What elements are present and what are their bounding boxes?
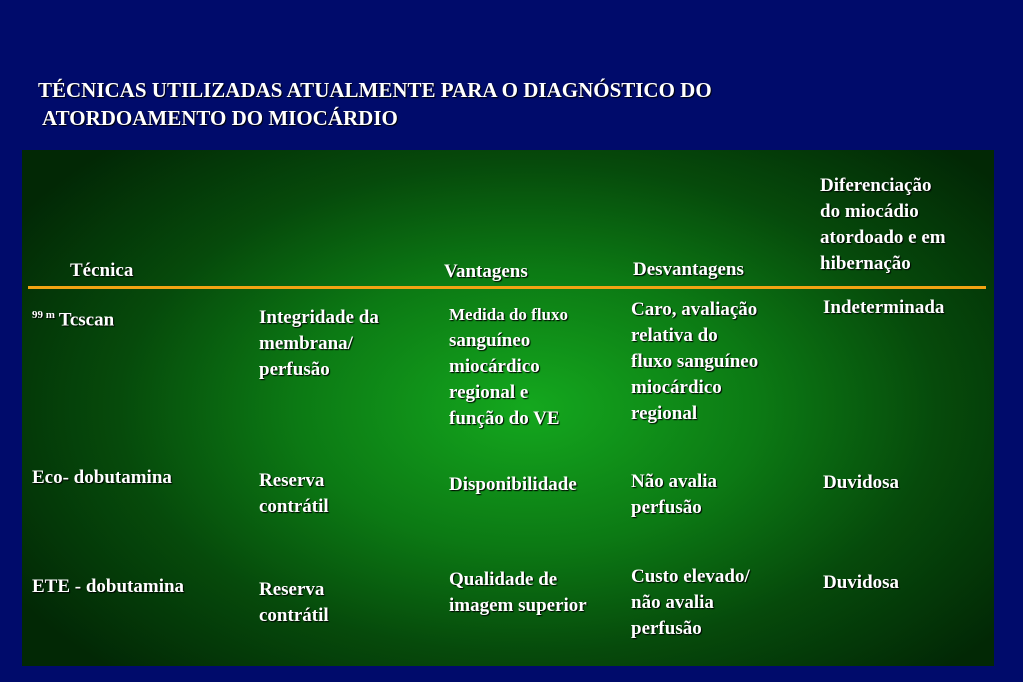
title-line-2: ATORDOAMENTO DO MIOCÁRDIO [42,106,398,130]
row1-vantagens-first-line: Medida do fluxo [449,305,569,324]
row3-col2: Reserva contrátil [259,579,329,626]
row3-vantagens: Qualidade de imagem superior [449,569,587,616]
header-vantagens: Vantagens [444,261,528,282]
row2-desvantagens: Não avalia perfusão [631,471,718,518]
row1-isotope-superscript: 99 m [32,309,55,321]
header-tecnica: Técnica [70,260,134,281]
row3-desvantagens: Custo elevado/ não avalia perfusão [631,566,750,639]
header-diferenciacao: Diferenciação do miocádio atordoado e em hibernação [820,175,946,274]
row1-desvantagens: Caro, avaliação relativa do fluxo sanguíneo miocárdico regional [631,299,759,424]
row1-tecnica-label: Tcscan [58,309,115,331]
row2-vantagens: Disponibilidade [449,474,577,495]
row1-diferenciacao: Indeterminada [823,297,945,318]
row1-col2: Integridade da membrana/ perfusão [259,307,379,380]
row2-col2: Reserva contrátil [259,470,329,517]
row3-tecnica: ETE - dobutamina [32,576,185,597]
row2-tecnica: Eco- dobutamina [32,467,172,488]
slide-title [38,76,938,132]
title-line-1: TÉCNICAS UTILIZADAS ATUALMENTE PARA O DIAGNÓSTICO DO [38,78,712,102]
row2-diferenciacao: Duvidosa [823,472,900,493]
row1-vantagens-rest: sanguíneo miocárdico regional e função do VE [449,330,560,429]
row3-diferenciacao: Duvidosa [823,572,900,593]
header-divider [28,286,986,289]
header-desvantagens: Desvantagens [633,259,744,280]
row1-tecnica [32,302,114,333]
row1-vantagens [449,302,568,432]
